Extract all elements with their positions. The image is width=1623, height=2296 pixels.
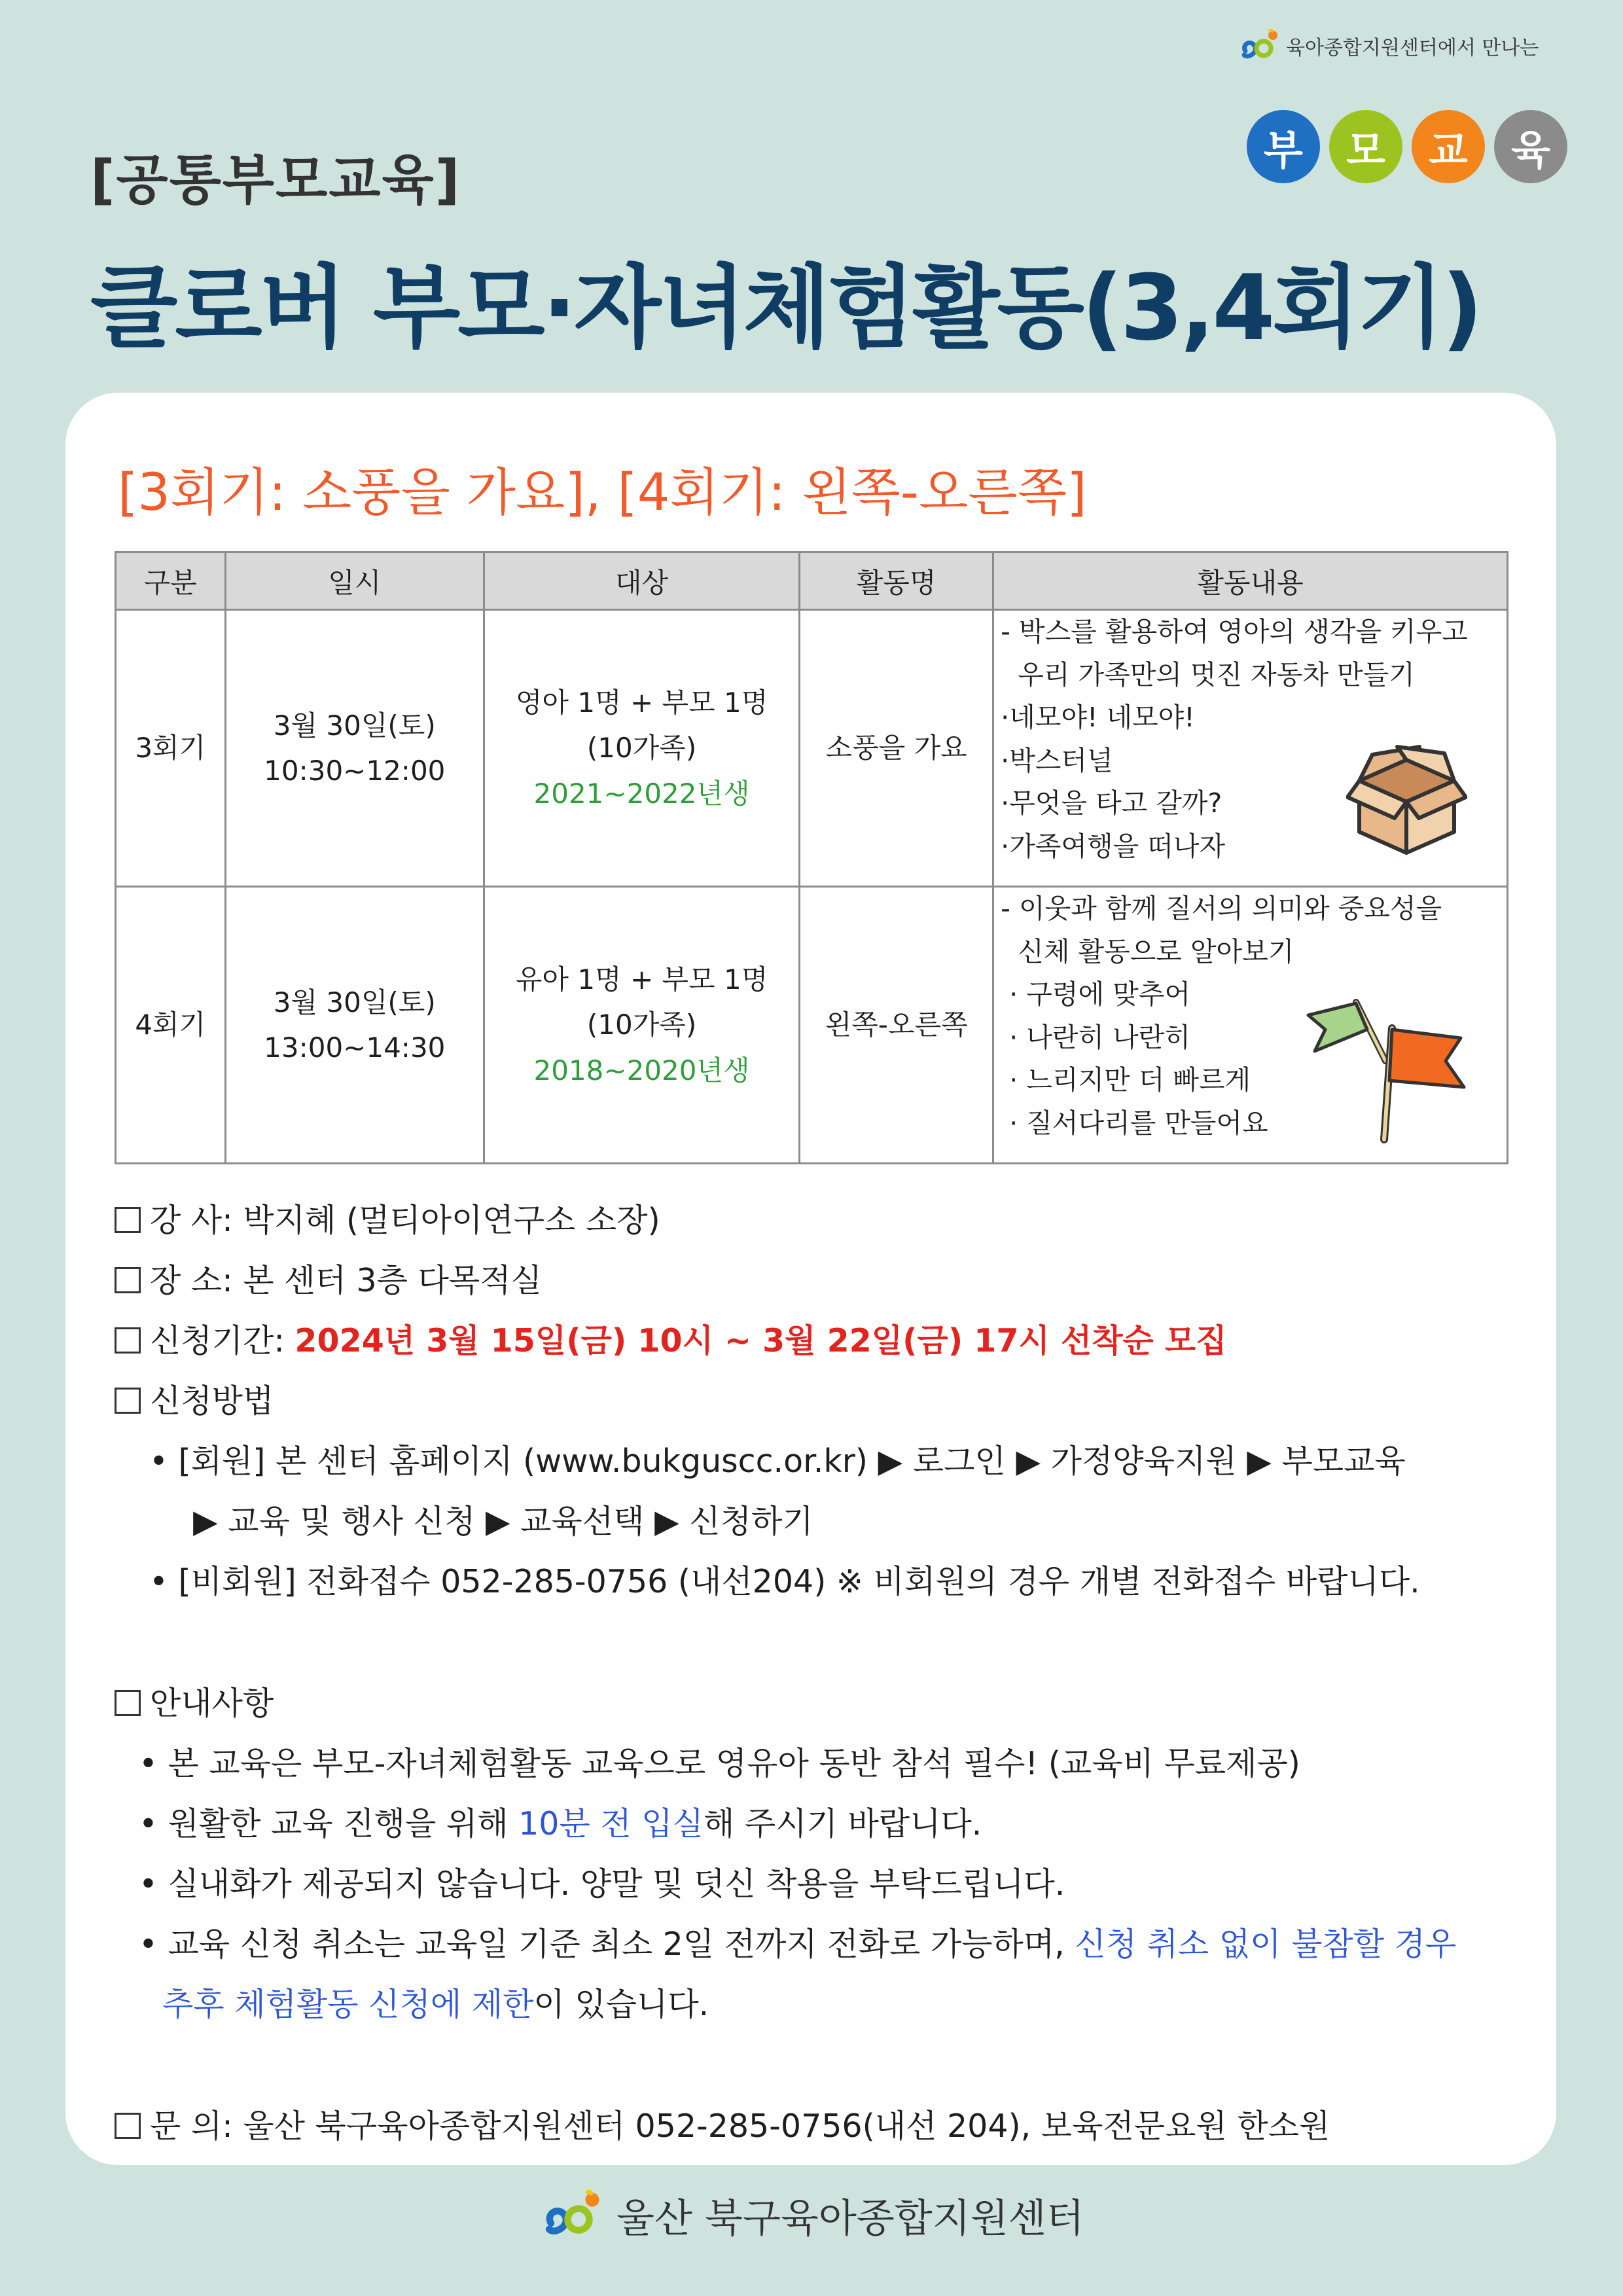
datetime-cell <box>225 887 484 1164</box>
table-row <box>116 610 1508 887</box>
checkbox-square <box>115 2113 141 2139</box>
notice-item: • 본 교육은 부모-자녀체험활동 교육으로 영유아 동반 참석 필수! (교육비 무료제공) <box>139 1745 1300 1782</box>
notice-highlight: 신청 취소 없이 불참할 경우 <box>1075 1926 1457 1963</box>
center-logo-icon <box>1240 26 1279 65</box>
period-line <box>115 1316 1227 1361</box>
table-header-row <box>116 552 1508 610</box>
schedule-table <box>115 551 1508 1164</box>
families: (10가족) <box>586 1009 697 1041</box>
content-line: ·박스터널 <box>1001 744 1113 776</box>
notice-highlight: 10분 전 입실 <box>518 1805 704 1842</box>
page-subtitle: [공통부모교육] <box>90 149 461 211</box>
box-icon <box>1346 742 1467 856</box>
notice-item-cont <box>162 1979 709 2025</box>
content-line: · 느리지만 더 빠르게 <box>1001 1064 1251 1096</box>
content-cell <box>993 887 1508 1164</box>
checkbox-square <box>115 1207 141 1233</box>
notice-text: • 교육 신청 취소는 교육일 기준 최소 2일 전까지 전화로 가능하며, <box>139 1926 1075 1963</box>
time: 13:00~14:30 <box>264 1031 446 1064</box>
notice-highlight: 추후 체험활동 신청에 제한 <box>162 1986 534 2023</box>
notice-item <box>139 1799 982 1844</box>
footer-org-name: 울산 북구육아종합지원센터 <box>616 2196 1084 2242</box>
col-header: 대상 <box>484 552 800 610</box>
datetime-cell <box>225 610 484 887</box>
page-title: 클로버 부모·자녀체험활동(3,4회기) <box>90 255 1481 361</box>
checkbox-square <box>115 1267 141 1293</box>
content-line: · 나란히 나란히 <box>1001 1021 1190 1053</box>
session-cell: 3회기 <box>116 610 226 887</box>
col-header: 구분 <box>116 552 226 610</box>
period-label: 신청기간: <box>150 1322 295 1359</box>
time: 10:30~12:00 <box>264 755 446 787</box>
sessions-title: [3회기: 소풍을 가요], [4회기: 왼쪽-오른쪽] <box>118 463 1087 522</box>
badge-char: 교 <box>1412 110 1485 183</box>
checkbox-square <box>115 1327 141 1354</box>
program-badge <box>1247 110 1567 183</box>
method-label: 신청방법 <box>150 1382 274 1420</box>
families: (10가족) <box>586 732 697 764</box>
content-line: ·무엇을 타고 갈까? <box>1001 787 1222 819</box>
member-method-line: • [회원] 본 센터 홈페이지 (www.bukguscc.or.kr) ▶ 로그인 ▶ 가정양육지원 ▶ 부모교육 <box>149 1443 1406 1480</box>
badge-char: 부 <box>1247 110 1320 183</box>
content-line: - 이웃과 함께 질서의 의미와 중요성을 <box>1001 893 1442 924</box>
flags-icon <box>1300 989 1471 1146</box>
content-line: 우리 가족만의 멋진 자동차 만들기 <box>1001 658 1415 691</box>
col-header: 활동내용 <box>993 552 1508 610</box>
notice-header <box>115 1678 274 1724</box>
badge-char: 모 <box>1329 110 1402 183</box>
notice-text: 이 있습니다. <box>533 1986 709 2023</box>
activity-cell: 왼쪽-오른쪽 <box>800 887 993 1164</box>
method-line <box>115 1376 274 1422</box>
instructor-text: 강 사: 박지혜 (멀티아이연구소 소장) <box>150 1202 660 1239</box>
instructor-line <box>115 1195 660 1241</box>
session-cell: 4회기 <box>116 887 226 1164</box>
content-line: · 질서다리를 만들어요 <box>1001 1107 1268 1139</box>
col-header: 활동명 <box>800 552 993 610</box>
target: 영아 1명 + 부모 1명 <box>515 687 768 719</box>
contact-line <box>115 2101 1330 2147</box>
content-line: ·가족여행을 떠나자 <box>1001 830 1226 862</box>
col-header: 일시 <box>225 552 484 610</box>
content-cell <box>993 610 1508 887</box>
badge-char: 육 <box>1494 110 1567 183</box>
activity-cell: 소풍을 가요 <box>800 610 993 887</box>
center-logo-icon <box>543 2186 602 2245</box>
center-logo <box>1240 26 1539 65</box>
date: 3월 30일(토) <box>273 709 436 742</box>
content-line: 신체 활동으로 알아보기 <box>1001 935 1294 967</box>
table-row <box>116 887 1508 1164</box>
logo-tagline: 육아종합지원센터에서 만나는 <box>1286 37 1539 60</box>
member-method-line-2: ▶ 교육 및 행사 신청 ▶ 교육선택 ▶ 신청하기 <box>193 1503 813 1540</box>
target-cell <box>484 887 800 1164</box>
notice-text: 해 주시기 바랍니다. <box>703 1805 982 1842</box>
period-value: 2024년 3월 15일(금) 10시 ~ 3월 22일(금) 17시 선착순 모집 <box>294 1322 1227 1359</box>
birth-years: 2018~2020년생 <box>533 1054 750 1086</box>
notice-item: • 실내화가 제공되지 않습니다. 양말 및 덧신 착용을 부탁드립니다. <box>139 1865 1065 1903</box>
content-line: - 박스를 활용하여 영아의 생각을 키우고 <box>1001 616 1468 647</box>
notice-item <box>139 1919 1456 1965</box>
target: 유아 1명 + 부모 1명 <box>515 963 768 996</box>
place-text: 장 소: 본 센터 3층 다목적실 <box>150 1262 542 1299</box>
content-line: ·네모야! 네모야! <box>1001 702 1195 734</box>
checkbox-square <box>115 1388 141 1414</box>
footer-logo <box>543 2186 1084 2245</box>
birth-years: 2021~2022년생 <box>533 777 750 810</box>
checkbox-square <box>115 1690 141 1716</box>
nonmember-method-line: • [비회원] 전화접수 052-285-0756 (내선204) ※ 비회원의 경우 개별 전화접수 바랍니다. <box>149 1563 1420 1600</box>
place-line <box>115 1255 542 1301</box>
content-line: · 구령에 맞추어 <box>1001 978 1190 1011</box>
notice-text: • 원활한 교육 진행을 위해 <box>139 1805 519 1842</box>
target-cell <box>484 610 800 887</box>
contact-text: 문 의: 울산 북구육아종합지원센터 052-285-0756(내선 204), 보육전문요원 한소원 <box>150 2108 1330 2145</box>
notice-label: 안내사항 <box>150 1685 274 1722</box>
date: 3월 30일(토) <box>273 986 436 1018</box>
